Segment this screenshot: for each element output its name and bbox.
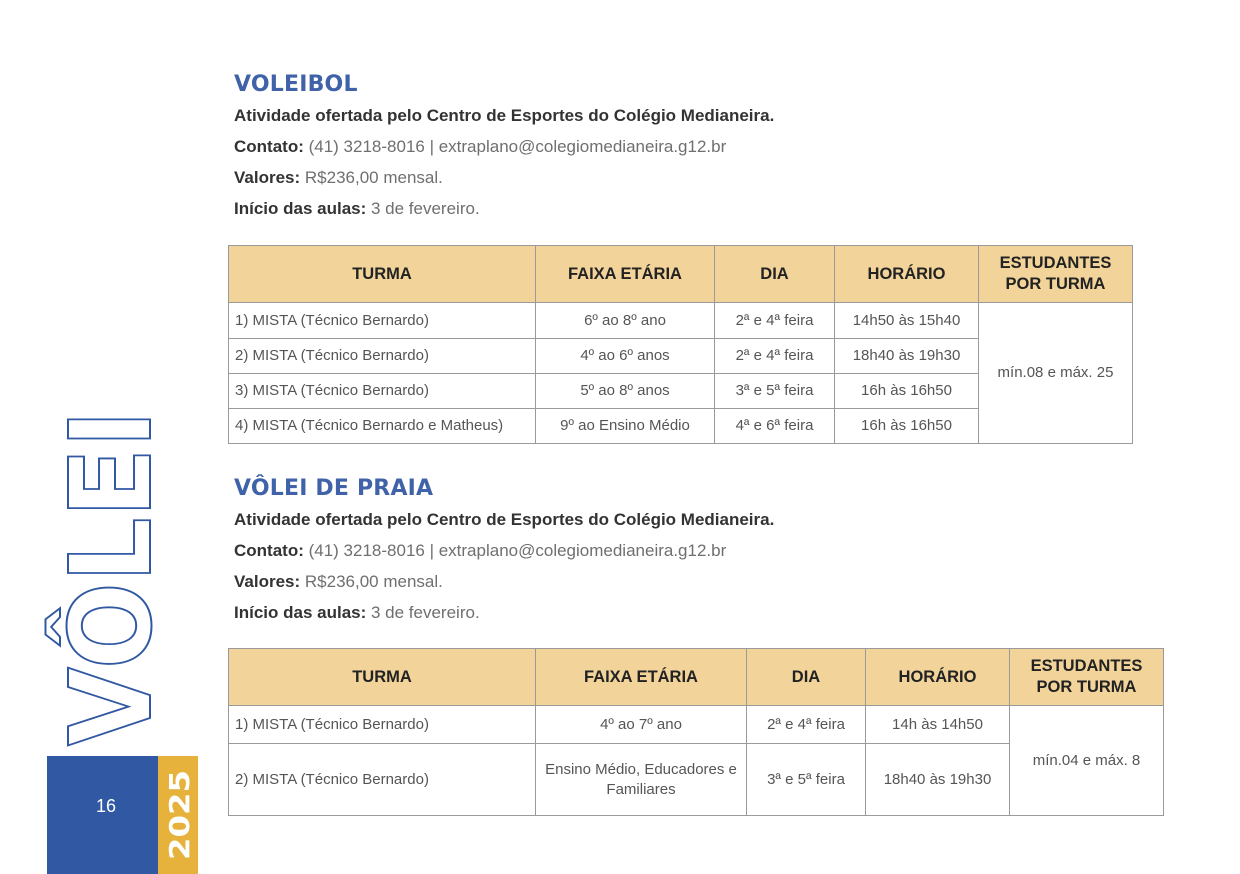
cell-turma: 4) MISTA (Técnico Bernardo e Matheus) <box>229 409 536 444</box>
volei-praia-price: Valores: R$236,00 mensal. <box>234 572 443 591</box>
cell-estudantes: mín.04 e máx. 8 <box>1010 706 1164 816</box>
cell-dia: 3ª e 5ª feira <box>715 374 835 409</box>
header-dia: DIA <box>747 649 866 706</box>
voleibol-contact: Contato: (41) 3218-8016 | extraplano@colegiomedianeira.g12.br <box>234 137 727 156</box>
cell-dia: 2ª e 4ª feira <box>715 339 835 374</box>
cell-horario: 14h às 14h50 <box>866 706 1010 744</box>
header-estudantes: ESTUDANTES POR TURMA <box>979 246 1133 303</box>
cell-dia: 2ª e 4ª feira <box>747 706 866 744</box>
volei-praia-title: VÔLEI DE PRAIA <box>234 476 434 501</box>
cell-turma: 3) MISTA (Técnico Bernardo) <box>229 374 536 409</box>
cell-horario: 14h50 às 15h40 <box>835 303 979 339</box>
cell-dia: 4ª e 6ª feira <box>715 409 835 444</box>
table-row <box>229 706 1164 744</box>
table-header-row <box>229 246 1133 303</box>
volei-praia-section <box>234 474 774 628</box>
side-title <box>47 376 177 746</box>
header-horario: HORÁRIO <box>835 246 979 303</box>
volei-praia-start: Início das aulas: 3 de fevereiro. <box>234 603 480 622</box>
voleibol-table <box>228 245 1133 444</box>
cell-dia: 3ª e 5ª feira <box>747 744 866 816</box>
header-turma: TURMA <box>229 246 536 303</box>
cell-faixa: 4º ao 6º anos <box>536 339 715 374</box>
cell-faixa: Ensino Médio, Educadores e Familiares <box>536 744 747 816</box>
header-dia: DIA <box>715 246 835 303</box>
cell-horario: 18h40 às 19h30 <box>835 339 979 374</box>
cell-horario: 16h às 16h50 <box>835 374 979 409</box>
cell-faixa: 9º ao Ensino Médio <box>536 409 715 444</box>
cell-faixa: 6º ao 8º ano <box>536 303 715 339</box>
voleibol-section <box>234 70 774 224</box>
cell-horario: 18h40 às 19h30 <box>866 744 1010 816</box>
header-turma: TURMA <box>229 649 536 706</box>
volei-praia-table <box>228 648 1164 816</box>
header-faixa-etaria: FAIXA ETÁRIA <box>536 246 715 303</box>
table-header-row <box>229 649 1164 706</box>
table-row <box>229 303 1133 339</box>
cell-dia: 2ª e 4ª feira <box>715 303 835 339</box>
cell-estudantes: mín.08 e máx. 25 <box>979 303 1133 444</box>
cell-faixa: 4º ao 7º ano <box>536 706 747 744</box>
year-text: 2025 <box>163 782 196 860</box>
cell-faixa: 5º ao 8º anos <box>536 374 715 409</box>
side-title-text: VÔLEI <box>47 376 177 746</box>
header-horario: HORÁRIO <box>866 649 1010 706</box>
voleibol-start: Início das aulas: 3 de fevereiro. <box>234 199 480 218</box>
cell-turma: 1) MISTA (Técnico Bernardo) <box>229 303 536 339</box>
cell-horario: 16h às 16h50 <box>835 409 979 444</box>
cell-turma: 2) MISTA (Técnico Bernardo) <box>229 744 536 816</box>
page-number: 16 <box>95 796 117 816</box>
volei-praia-intro: Atividade ofertada pelo Centro de Esportes do Colégio Medianeira. <box>234 510 775 529</box>
year-label <box>158 756 198 874</box>
cell-turma: 1) MISTA (Técnico Bernardo) <box>229 706 536 744</box>
header-faixa-etaria: FAIXA ETÁRIA <box>536 649 747 706</box>
cell-turma: 2) MISTA (Técnico Bernardo) <box>229 339 536 374</box>
voleibol-title: VOLEIBOL <box>234 72 358 97</box>
volei-praia-contact: Contato: (41) 3218-8016 | extraplano@colegiomedianeira.g12.br <box>234 541 727 560</box>
voleibol-price: Valores: R$236,00 mensal. <box>234 168 443 187</box>
header-estudantes: ESTUDANTES POR TURMA <box>1010 649 1164 706</box>
voleibol-intro: Atividade ofertada pelo Centro de Esportes do Colégio Medianeira. <box>234 106 775 125</box>
